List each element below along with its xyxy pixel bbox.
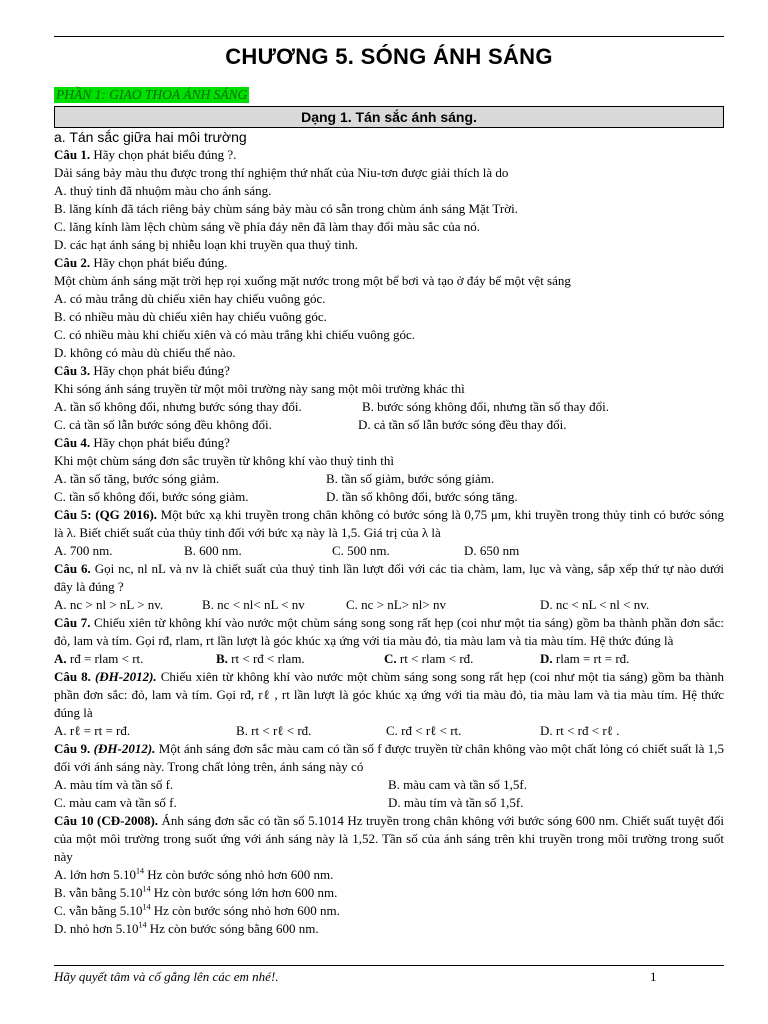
- option: A. màu tím và tần số f.: [54, 777, 174, 792]
- section-title: a. Tán sắc giữa hai môi trường: [54, 129, 247, 145]
- option: A. tần số tăng, bước sóng giảm.: [54, 471, 220, 486]
- question-list: [54, 128, 724, 938]
- option: B. nc < nl< nL < nv: [202, 597, 305, 612]
- option: D. không có màu dù chiếu thế nào.: [54, 345, 236, 360]
- question-4: Câu 4. Hãy chọn phát biểu đúng?: [54, 435, 230, 450]
- question-2-text: Một chùm ánh sáng mặt trời hẹp rọi xuống mặt nước trong một bể bơi và tạo ở đáy bể một vệt sáng: [54, 273, 571, 288]
- question-7: Câu 7. Chiếu xiên từ không khí vào nước một chùm sáng song song rất hẹp (coi như một tia sáng) gồm ba thành phần đơn sắc: đỏ, lam và tím. Gọi rđ, rlam, rt lần lượt là góc khúc xạ ứng với tia màu đỏ, tia màu lam và tia màu tím. Hệ thức đúng là: [54, 615, 724, 648]
- option: D. cả tần số lẫn bước sóng đều thay đổi.: [358, 417, 567, 432]
- option: A. có màu trắng dù chiếu xiên hay chiếu vuông góc.: [54, 291, 326, 306]
- type-title: Dạng 1. Tán sắc ánh sáng.: [54, 106, 724, 128]
- option: D. các hạt ánh sáng bị nhiễu loạn khi truyền qua thuỷ tinh.: [54, 237, 358, 252]
- question-5: Câu 5: (QG 2016). Một bức xạ khi truyền trong chân không có bước sóng là 0,75 μm, khi truyền trong thủy tinh có bước sóng là λ. Biết chiết suất của thủy tinh đối với bức xạ này là 1,5. Giá trị của λ là: [54, 507, 724, 540]
- options-row: [54, 398, 724, 416]
- options-row: [54, 416, 724, 434]
- option: C. cả tần số lẫn bước sóng đều không đổi.: [54, 417, 272, 432]
- option: A. tần số không đổi, nhưng bước sóng thay đổi.: [54, 399, 302, 414]
- question-4-text: Khi một chùm sáng đơn sắc truyền từ không khí vào thuỷ tinh thì: [54, 453, 394, 468]
- chapter-title: CHƯƠNG 5. SÓNG ÁNH SÁNG: [225, 44, 553, 69]
- option: B. bước sóng không đổi, nhưng tần số thay đổi.: [362, 399, 610, 414]
- options-row: [54, 488, 724, 506]
- question-8: Câu 8. (ĐH-2012). Chiếu xiên từ không khí vào nước một chùm sáng song song rất hẹp (coi như một tia sáng) gồm ba thành phần đơn sắc: đỏ, lam và tím. Gọi rđ, rℓ , rt lần lượt là góc khúc xạ ứng với tia màu đỏ, tia màu lam và tia màu tím. Hệ thức đúng là: [54, 669, 724, 720]
- question-10: Câu 10 (CĐ-2008). Ánh sáng đơn sắc có tần số 5.1014 Hz truyền trong chân không với bước sóng 600 nm. Chiết suất tuyệt đối của một môi trường trong suốt ứng với ánh sáng này là 1,52. Tần số của ánh sáng trên khi truyền trong môi trường trong suốt này: [54, 813, 724, 864]
- question-3-text: Khi sóng ánh sáng truyền từ một môi trường này sang một môi trường khác thì: [54, 381, 465, 396]
- options-row: [54, 650, 724, 668]
- option: A. rđ = rlam < rt.: [54, 651, 144, 666]
- option: C. 500 nm.: [332, 543, 390, 558]
- footer-rule: [54, 965, 724, 966]
- options-row: [54, 542, 724, 560]
- question-6: Câu 6. Gọi nc, nl nL và nv là chiết suất của thuỷ tinh lần lượt đối với các tia chàm, lam, lục và vàng, sắp xếp thứ tự nào dưới đây là đúng ?: [54, 561, 724, 594]
- footer-text: Hãy quyết tâm và cố gắng lên các em nhé!.: [54, 969, 279, 984]
- option: B. rt < rđ < rlam.: [216, 651, 305, 666]
- option: C. rt < rlam < rđ.: [384, 651, 474, 666]
- header-rule: [54, 36, 724, 37]
- option: A. rℓ = rt = rđ.: [54, 723, 131, 738]
- option: A. nc > nl > nL > nv.: [54, 597, 164, 612]
- option: B. rt < rℓ < rđ.: [236, 723, 312, 738]
- option: D. màu tím và tần số 1,5f.: [388, 795, 524, 810]
- question-3: Câu 3. Hãy chọn phát biểu đúng?: [54, 363, 230, 378]
- page-number: 1: [650, 969, 657, 984]
- option: C. lăng kính làm lệch chùm sáng về phía đáy nên đã làm thay đổi màu sắc của nó.: [54, 219, 480, 234]
- option: B. 600 nm.: [184, 543, 242, 558]
- option: D. 650 nm: [464, 543, 520, 558]
- option: A. thuỷ tinh đã nhuộm màu cho ánh sáng.: [54, 183, 272, 198]
- option: C. rđ < rℓ < rt.: [386, 723, 462, 738]
- options-row: [54, 470, 724, 488]
- options-row: [54, 794, 724, 812]
- question-1: Câu 1. Hãy chọn phát biểu đúng ?.: [54, 147, 237, 162]
- option: A. lớn hơn 5.10$^{14}$ Hz còn bước sóng nhỏ hơn 600 nm.: [54, 866, 334, 882]
- option: D. nc < nL < nl < nv.: [540, 597, 650, 612]
- option: B. có nhiều màu dù chiếu xiên hay chiếu vuông góc.: [54, 309, 327, 324]
- options-row: [54, 722, 724, 740]
- option: B. lăng kính đã tách riêng bảy chùm sáng bảy màu có sẵn trong chùm ánh sáng Mặt Trời.: [54, 201, 518, 216]
- question-2: Câu 2. Hãy chọn phát biểu đúng.: [54, 255, 228, 270]
- option: A. 700 nm.: [54, 543, 113, 558]
- question-1-text: Dải sáng bảy màu thu được trong thí nghiệm thứ nhất của Niu-tơn được giải thích là do: [54, 165, 509, 180]
- option: C. vẫn bằng 5.10$^{14}$ Hz còn bước sóng nhỏ hơn 600 nm.: [54, 902, 340, 918]
- question-9: Câu 9. (ĐH-2012). Một ánh sáng đơn sắc màu cam có tần số f được truyền từ chân không vào một chất lỏng có chiết suất là 1,5 đối với ánh sáng này. Trong chất lỏng trên, ánh sáng này có: [54, 741, 724, 774]
- option: B. tần số giảm, bước sóng giảm.: [326, 471, 495, 486]
- option: B. màu cam và tần số 1,5f.: [388, 777, 527, 792]
- options-row: [54, 776, 724, 794]
- option: C. nc > nL> nl> nv: [346, 597, 446, 612]
- option: D. rt < rđ < rℓ .: [540, 723, 620, 738]
- option: D. nhỏ hơn 5.10$^{14}$ Hz còn bước sóng bằng 600 nm.: [54, 920, 319, 936]
- option: D. tần số không đổi, bước sóng tăng.: [326, 489, 518, 504]
- option: C. tần số không đổi, bước sóng giảm.: [54, 489, 249, 504]
- option: D. rlam = rt = rđ.: [540, 651, 630, 666]
- part-title: PHẦN 1: GIAO THOA ÁNH SÁNG: [56, 87, 248, 102]
- option: C. màu cam và tần số f.: [54, 795, 177, 810]
- options-row: [54, 596, 724, 614]
- option: C. có nhiều màu khi chiếu xiên và có màu trắng khi chiếu vuông góc.: [54, 327, 416, 342]
- option: B. vẫn bằng 5.10$^{14}$ Hz còn bước sóng lớn hơn 600 nm.: [54, 884, 338, 900]
